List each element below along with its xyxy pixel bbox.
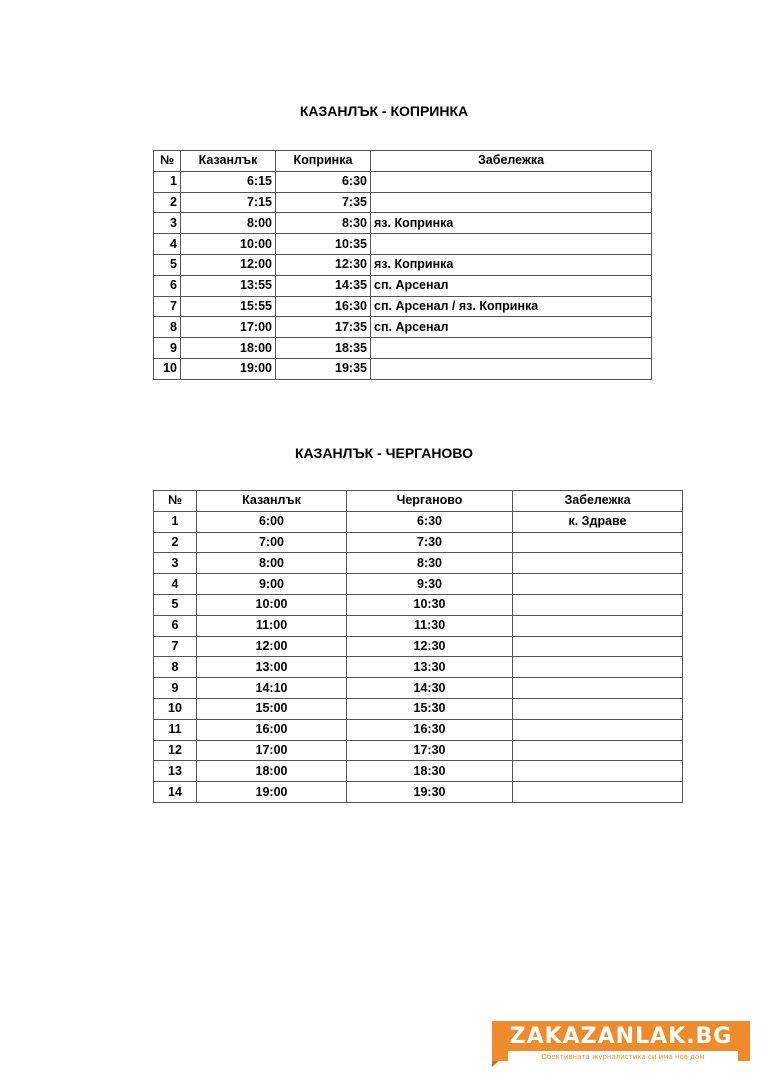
cell-number: 8 [154, 317, 181, 338]
cell-number: 5 [154, 594, 197, 615]
cell-number: 3 [154, 213, 181, 234]
cell-number: 9 [154, 678, 197, 699]
cell-departure: 12:00 [197, 636, 347, 657]
cell-departure: 15:00 [197, 698, 347, 719]
cell-departure: 18:00 [197, 761, 347, 782]
table-header-row [154, 151, 652, 172]
cell-departure: 7:00 [197, 532, 347, 553]
table-row [154, 782, 683, 803]
table-row [154, 761, 683, 782]
cell-number: 11 [154, 719, 197, 740]
cell-number: 1 [154, 171, 181, 192]
cell-arrival: 15:30 [347, 698, 513, 719]
cell-departure: 12:00 [181, 254, 276, 275]
header-koprinka: Копринка [276, 151, 371, 172]
cell-arrival: 16:30 [347, 719, 513, 740]
cell-note [371, 234, 652, 255]
schedule-title-cherganovo: КАЗАНЛЪК - ЧЕРГАНОВО [295, 445, 473, 461]
cell-note [513, 740, 683, 761]
cell-note [513, 657, 683, 678]
cell-departure: 6:00 [197, 511, 347, 532]
cell-departure: 15:55 [181, 296, 276, 317]
cell-number: 12 [154, 740, 197, 761]
cell-number: 1 [154, 511, 197, 532]
table-row [154, 511, 683, 532]
cell-arrival: 10:35 [276, 234, 371, 255]
table-row [154, 740, 683, 761]
cell-arrival: 10:30 [347, 594, 513, 615]
cell-number: 14 [154, 782, 197, 803]
cell-arrival: 12:30 [347, 636, 513, 657]
header-number: № [154, 491, 197, 512]
cell-note [513, 594, 683, 615]
cell-departure: 14:10 [197, 678, 347, 699]
cell-note [371, 171, 652, 192]
header-cherganovo: Черганово [347, 491, 513, 512]
site-logo[interactable] [492, 1021, 750, 1061]
header-note: Забележка [371, 151, 652, 172]
cell-departure: 19:00 [181, 358, 276, 379]
cell-note: яз. Копринка [371, 254, 652, 275]
cell-arrival: 18:30 [347, 761, 513, 782]
logo-tagline: Обективната журналистика си има нов дом [508, 1051, 738, 1063]
cell-number: 5 [154, 254, 181, 275]
cell-departure: 13:55 [181, 275, 276, 296]
cell-number: 8 [154, 657, 197, 678]
cell-note [513, 761, 683, 782]
cell-note: сп. Арсенал / яз. Копринка [371, 296, 652, 317]
cell-departure: 11:00 [197, 615, 347, 636]
header-note: Забележка [513, 491, 683, 512]
cell-note [371, 358, 652, 379]
table-row [154, 358, 652, 379]
cell-departure: 13:00 [197, 657, 347, 678]
table-row [154, 657, 683, 678]
cell-note [513, 636, 683, 657]
cell-note [513, 678, 683, 699]
table-row [154, 296, 652, 317]
cell-note [513, 719, 683, 740]
cell-departure: 17:00 [197, 740, 347, 761]
cell-number: 7 [154, 296, 181, 317]
table-row [154, 275, 652, 296]
cell-departure: 19:00 [197, 782, 347, 803]
cell-number: 6 [154, 275, 181, 296]
cell-arrival: 19:35 [276, 358, 371, 379]
cell-note [513, 553, 683, 574]
cell-number: 3 [154, 553, 197, 574]
cell-number: 10 [154, 698, 197, 719]
table-row [154, 532, 683, 553]
table-row [154, 254, 652, 275]
cell-number: 6 [154, 615, 197, 636]
cell-note: яз. Копринка [371, 213, 652, 234]
schedule-title-koprinka: КАЗАНЛЪК - КОПРИНКА [299, 103, 469, 119]
table-row [154, 574, 683, 595]
cell-note [513, 782, 683, 803]
cell-arrival: 11:30 [347, 615, 513, 636]
cell-arrival: 17:30 [347, 740, 513, 761]
cell-departure: 8:00 [197, 553, 347, 574]
cell-arrival: 17:35 [276, 317, 371, 338]
cell-departure: 10:00 [181, 234, 276, 255]
cell-departure: 10:00 [197, 594, 347, 615]
cell-arrival: 8:30 [276, 213, 371, 234]
table-row [154, 698, 683, 719]
cell-note [513, 574, 683, 595]
logo-name: ZAKAZANLAK.BG [509, 1024, 733, 1049]
schedule-table-cherganovo [153, 490, 683, 803]
cell-note: к. Здраве [513, 511, 683, 532]
cell-departure: 7:15 [181, 192, 276, 213]
cell-note [371, 338, 652, 359]
cell-departure: 8:00 [181, 213, 276, 234]
cell-number: 13 [154, 761, 197, 782]
header-kazanlak: Казанлък [197, 491, 347, 512]
cell-number: 2 [154, 192, 181, 213]
cell-arrival: 6:30 [276, 171, 371, 192]
cell-arrival: 7:30 [347, 532, 513, 553]
header-number: № [154, 151, 181, 172]
table-row [154, 192, 652, 213]
cell-arrival: 14:30 [347, 678, 513, 699]
cell-arrival: 18:35 [276, 338, 371, 359]
cell-departure: 16:00 [197, 719, 347, 740]
table-row [154, 234, 652, 255]
cell-number: 4 [154, 574, 197, 595]
table-row [154, 636, 683, 657]
table-row [154, 719, 683, 740]
cell-number: 9 [154, 338, 181, 359]
cell-note: сп. Арсенал [371, 275, 652, 296]
cell-number: 2 [154, 532, 197, 553]
cell-arrival: 6:30 [347, 511, 513, 532]
table-row [154, 317, 652, 338]
cell-note [513, 532, 683, 553]
cell-arrival: 13:30 [347, 657, 513, 678]
cell-departure: 18:00 [181, 338, 276, 359]
table-row [154, 213, 652, 234]
table-row [154, 678, 683, 699]
cell-note: сп. Арсенал [371, 317, 652, 338]
cell-arrival: 16:30 [276, 296, 371, 317]
cell-arrival: 19:30 [347, 782, 513, 803]
cell-arrival: 9:30 [347, 574, 513, 595]
cell-departure: 6:15 [181, 171, 276, 192]
cell-number: 10 [154, 358, 181, 379]
table-row [154, 553, 683, 574]
cell-arrival: 14:35 [276, 275, 371, 296]
cell-arrival: 8:30 [347, 553, 513, 574]
cell-note [371, 192, 652, 213]
cell-number: 7 [154, 636, 197, 657]
table-row [154, 171, 652, 192]
header-kazanlak: Казанлък [181, 151, 276, 172]
cell-note [513, 615, 683, 636]
table-row [154, 594, 683, 615]
table-row [154, 615, 683, 636]
cell-departure: 9:00 [197, 574, 347, 595]
cell-arrival: 12:30 [276, 254, 371, 275]
cell-arrival: 7:35 [276, 192, 371, 213]
cell-number: 4 [154, 234, 181, 255]
cell-departure: 17:00 [181, 317, 276, 338]
cell-note [513, 698, 683, 719]
table-header-row [154, 491, 683, 512]
table-row [154, 338, 652, 359]
schedule-table-koprinka [153, 150, 652, 380]
